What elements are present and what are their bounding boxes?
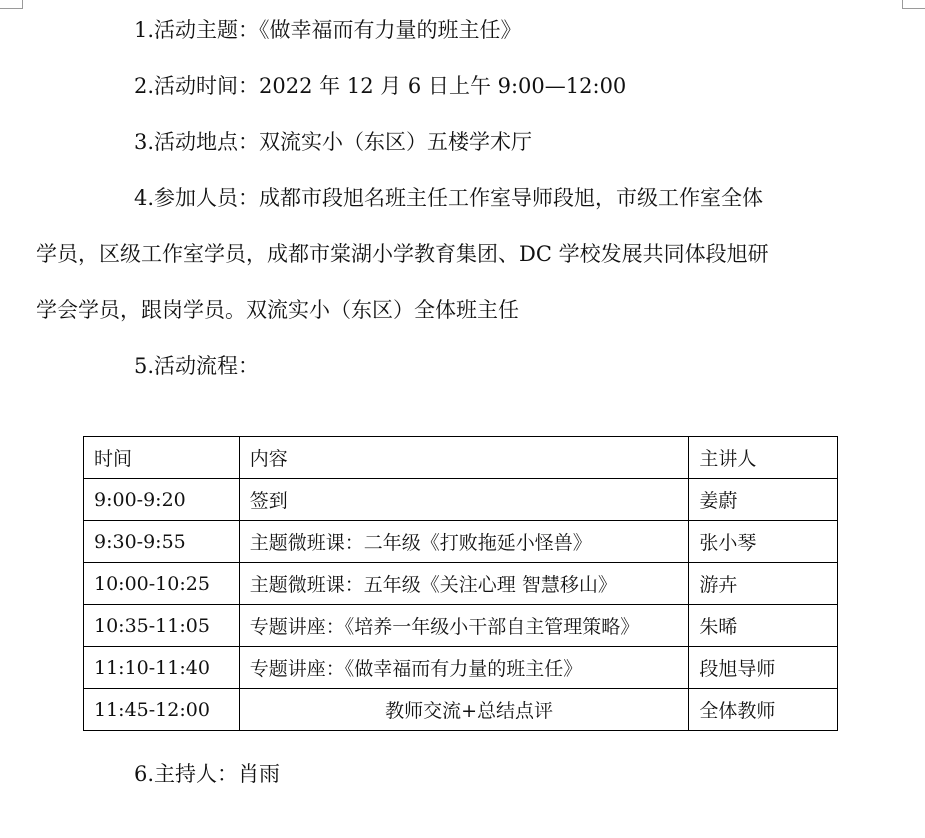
row-speaker: 游卉 bbox=[689, 563, 838, 605]
activity-time: 2.活动时间：2022 年 12 月 6 日上午 9:00—12:00 bbox=[134, 74, 627, 98]
row-content: 签到 bbox=[239, 479, 689, 521]
activity-location: 3.活动地点：双流实小（东区）五楼学术厅 bbox=[134, 130, 533, 154]
participants-line-3: 学会学员，跟岗学员。双流实小（东区）全体班主任 bbox=[36, 298, 519, 322]
row-speaker: 姜蔚 bbox=[689, 479, 838, 521]
row-speaker: 朱晞 bbox=[689, 605, 838, 647]
header-speaker: 主讲人 bbox=[689, 437, 838, 479]
row-time: 10:00-10:25 bbox=[84, 563, 240, 605]
participants-line-1: 4.参加人员：成都市段旭名班主任工作室导师段旭，市级工作室全体 bbox=[134, 186, 764, 210]
row-time: 11:45-12:00 bbox=[84, 689, 240, 731]
host-line: 6.主持人：肖雨 bbox=[134, 762, 281, 786]
schedule-table bbox=[83, 436, 838, 731]
row-time: 9:30-9:55 bbox=[84, 521, 240, 563]
page-corner-mark-left bbox=[0, 0, 23, 9]
row-time: 10:35-11:05 bbox=[84, 605, 240, 647]
header-content: 内容 bbox=[239, 437, 689, 479]
table-row bbox=[84, 521, 838, 563]
row-content: 主题微班课：五年级《关注心理 智慧移山》 bbox=[239, 563, 689, 605]
page-corner-mark-right bbox=[902, 0, 925, 9]
table-row bbox=[84, 605, 838, 647]
row-content: 专题讲座：《做幸福而有力量的班主任》 bbox=[239, 647, 689, 689]
row-speaker: 张小琴 bbox=[689, 521, 838, 563]
participants-line-2: 学员，区级工作室学员，成都市棠湖小学教育集团、DC 学校发展共同体段旭研 bbox=[36, 242, 769, 266]
table-row bbox=[84, 647, 838, 689]
row-content: 教师交流+总结点评 bbox=[239, 689, 689, 731]
header-time: 时间 bbox=[84, 437, 240, 479]
activity-theme: 1.活动主题：《做幸福而有力量的班主任》 bbox=[134, 18, 522, 42]
table-header-row bbox=[84, 437, 838, 479]
table-row bbox=[84, 563, 838, 605]
row-time: 9:00-9:20 bbox=[84, 479, 240, 521]
row-content: 专题讲座：《培养一年级小干部自主管理策略》 bbox=[239, 605, 689, 647]
table-row bbox=[84, 689, 838, 731]
row-content: 主题微班课：二年级《打败拖延小怪兽》 bbox=[239, 521, 689, 563]
activity-process-heading: 5.活动流程： bbox=[134, 354, 260, 378]
row-speaker: 全体教师 bbox=[689, 689, 838, 731]
table-row bbox=[84, 479, 838, 521]
row-time: 11:10-11:40 bbox=[84, 647, 240, 689]
row-speaker: 段旭导师 bbox=[689, 647, 838, 689]
